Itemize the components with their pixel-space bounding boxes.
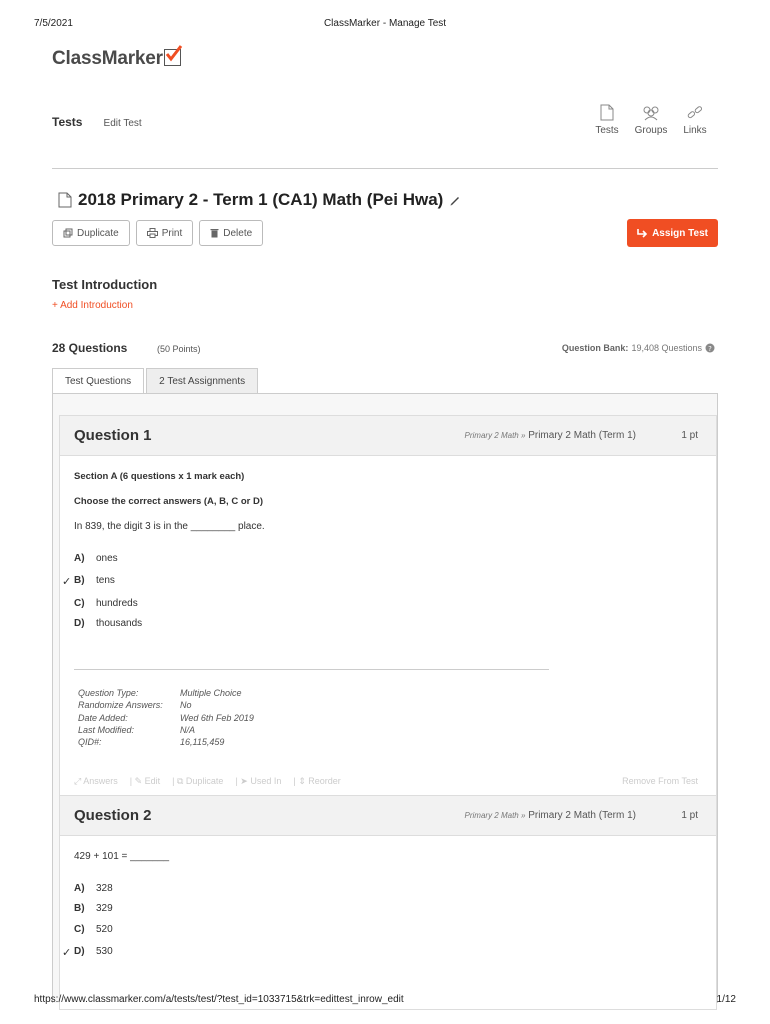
answer-label: D)	[74, 946, 85, 957]
nav-tests-label: Tests	[595, 125, 619, 136]
answer-label: B)	[74, 903, 85, 914]
nav-tests-link[interactable]: Tests	[52, 115, 83, 129]
meta-value: 16,115,459	[180, 737, 225, 748]
assign-test-button[interactable]	[627, 219, 718, 247]
edit-label: Edit	[144, 776, 161, 786]
question-bank-label: Question Bank:	[561, 343, 629, 353]
question-text-line: 429 + 101 = _______	[74, 851, 170, 862]
answer-text: ones	[96, 553, 118, 564]
answer-text: tens	[96, 575, 115, 586]
delete-button[interactable]	[199, 220, 263, 246]
delete-label: Delete	[223, 227, 253, 239]
answer-option	[62, 903, 113, 914]
test-title-row	[58, 190, 461, 210]
question-text-line: Choose the correct answers (A, B, C or D)	[74, 496, 263, 507]
print-footer	[34, 994, 736, 1008]
question-tabs	[52, 368, 258, 394]
question-card	[59, 415, 717, 796]
header-divider	[52, 168, 718, 169]
duplicate-button[interactable]	[52, 220, 130, 246]
answer-option	[62, 924, 113, 935]
trash-icon	[210, 228, 219, 238]
reorder-handle[interactable]: ⇕ Reorder	[298, 776, 341, 786]
correct-check-icon-placeholder	[62, 598, 74, 609]
nav-groups-button[interactable]	[634, 104, 668, 136]
print-label: Print	[161, 227, 183, 239]
answer-label: C)	[74, 924, 85, 935]
answer-option	[62, 575, 115, 588]
meta-value: Multiple Choice	[180, 688, 242, 698]
print-header	[34, 18, 736, 32]
question-text-line: Section A (6 questions x 1 mark each)	[74, 471, 245, 482]
document-icon	[58, 192, 72, 208]
question-points: 1 pt	[681, 810, 698, 821]
meta-value: N/A	[180, 724, 196, 735]
help-icon[interactable]	[705, 343, 715, 353]
copy-icon	[63, 228, 73, 238]
meta-key: Question Type:	[78, 688, 139, 698]
answer-option	[62, 618, 142, 629]
edit-question-button[interactable]: ✎ Edit	[134, 776, 161, 786]
tab-test-assignments[interactable]: 2 Test Assignments	[146, 368, 258, 394]
category-name: Primary 2 Math (Term 1)	[528, 430, 636, 441]
correct-check-icon-placeholder	[62, 883, 74, 894]
divider	[74, 669, 549, 670]
duplicate-label: Duplicate	[77, 227, 119, 239]
print-title: ClassMarker - Manage Test	[323, 18, 447, 29]
intro-heading: Test Introduction	[52, 277, 158, 292]
check-icon: ✓	[62, 947, 72, 959]
share-arrow-icon	[637, 229, 648, 238]
nav-links-button[interactable]	[678, 104, 712, 136]
answer-text: 520	[96, 924, 113, 935]
nav-links-label: Links	[683, 125, 707, 136]
file-icon	[600, 104, 614, 121]
svg-text:?: ?	[708, 345, 712, 353]
edit-pencil-icon[interactable]	[449, 194, 461, 206]
answer-text: 530	[96, 946, 113, 957]
reorder-label: Reorder	[308, 776, 341, 786]
question-points: 1 pt	[681, 430, 698, 441]
answer-option	[62, 598, 138, 609]
answer-option	[62, 946, 113, 959]
question-category[interactable]	[465, 430, 636, 441]
test-actions	[52, 220, 263, 246]
correct-check-icon-placeholder	[62, 553, 74, 564]
question-bank-info	[562, 343, 715, 353]
answer-label: C)	[74, 598, 85, 609]
duplicate-label: Duplicate	[185, 776, 224, 786]
print-date: 7/5/2021	[34, 18, 73, 29]
used-in-label: Used In	[250, 776, 282, 786]
used-in-button[interactable]: ➤ Used In	[240, 776, 282, 786]
category-parent: Primary 2 Math »	[464, 811, 526, 820]
meta-key: Date Added:	[78, 712, 128, 723]
questions-panel	[52, 393, 718, 1003]
nav-groups-label: Groups	[634, 125, 668, 136]
answer-label: A)	[74, 883, 85, 894]
correct-check-icon-placeholder	[62, 924, 74, 935]
links-icon	[686, 104, 704, 121]
groups-icon	[641, 104, 661, 121]
check-icon: ✓	[62, 576, 72, 588]
question-card	[59, 795, 717, 1010]
tab-test-questions[interactable]: Test Questions	[52, 368, 144, 394]
question-toolbar: ⤢ Answers | ✎ Edit | ⧉ Duplicate | ➤ Used In | ⇕ Reorder Remove From Test	[74, 776, 698, 786]
question-text-line: In 839, the digit 3 is in the ________ place.	[74, 521, 265, 532]
category-name: Primary 2 Math (Term 1)	[528, 810, 636, 821]
print-url: https://www.classmarker.com/a/tests/test/?test_id=1033715&trk=edittest_inrow_edit	[34, 994, 404, 1005]
question-header	[60, 416, 716, 456]
answers-label: Answers	[83, 776, 118, 786]
answer-text: hundreds	[96, 598, 138, 609]
question-bank-value[interactable]: 19,408 Questions	[631, 343, 702, 353]
question-points: (50 Points)	[157, 344, 201, 354]
answer-text: 329	[96, 903, 113, 914]
meta-key: QID#:	[78, 737, 102, 748]
nav-edit-test[interactable]: Edit Test	[103, 118, 142, 129]
answer-label: D)	[74, 618, 85, 629]
printer-icon	[147, 228, 158, 238]
answer-text: thousands	[96, 618, 143, 629]
meta-key: Randomize Answers:	[78, 700, 163, 711]
page-title: 2018 Primary 2 - Term 1 (CA1) Math (Pei Hwa)	[78, 190, 444, 209]
question-header	[60, 796, 716, 836]
answers-toggle[interactable]: ⤢ Answers	[74, 776, 118, 786]
assign-test-label: Assign Test	[652, 227, 708, 239]
answer-option	[62, 553, 118, 564]
question-title: Question 1	[74, 427, 152, 444]
meta-value: No	[180, 700, 192, 711]
correct-check-icon-placeholder	[62, 618, 74, 629]
question-title: Question 2	[74, 807, 152, 824]
answer-label: A)	[74, 553, 85, 564]
answer-option	[62, 883, 113, 894]
meta-value: Wed 6th Feb 2019	[180, 712, 254, 723]
top-nav	[52, 115, 142, 129]
add-introduction-link[interactable]: + Add Introduction	[52, 300, 133, 311]
classmarker-logo[interactable]	[52, 48, 181, 70]
icon-nav	[590, 104, 712, 136]
correct-check-icon-placeholder	[62, 903, 74, 914]
print-page-number: 1/12	[716, 994, 736, 1005]
meta-key: Last Modified:	[78, 724, 135, 735]
question-count: 28 Questions	[52, 341, 128, 355]
answer-label: B)	[74, 575, 85, 586]
logo-check-icon	[164, 49, 181, 66]
duplicate-question-button[interactable]: ⧉ Duplicate	[176, 776, 224, 786]
question-category[interactable]	[465, 810, 636, 821]
question-meta	[78, 687, 254, 748]
remove-from-test-button[interactable]: Remove From Test	[622, 776, 698, 786]
answer-text: 328	[96, 883, 113, 894]
category-parent: Primary 2 Math »	[464, 431, 526, 440]
logo-text: ClassMarker	[52, 48, 163, 69]
nav-tests-button[interactable]	[590, 104, 624, 136]
print-button[interactable]	[136, 220, 194, 246]
